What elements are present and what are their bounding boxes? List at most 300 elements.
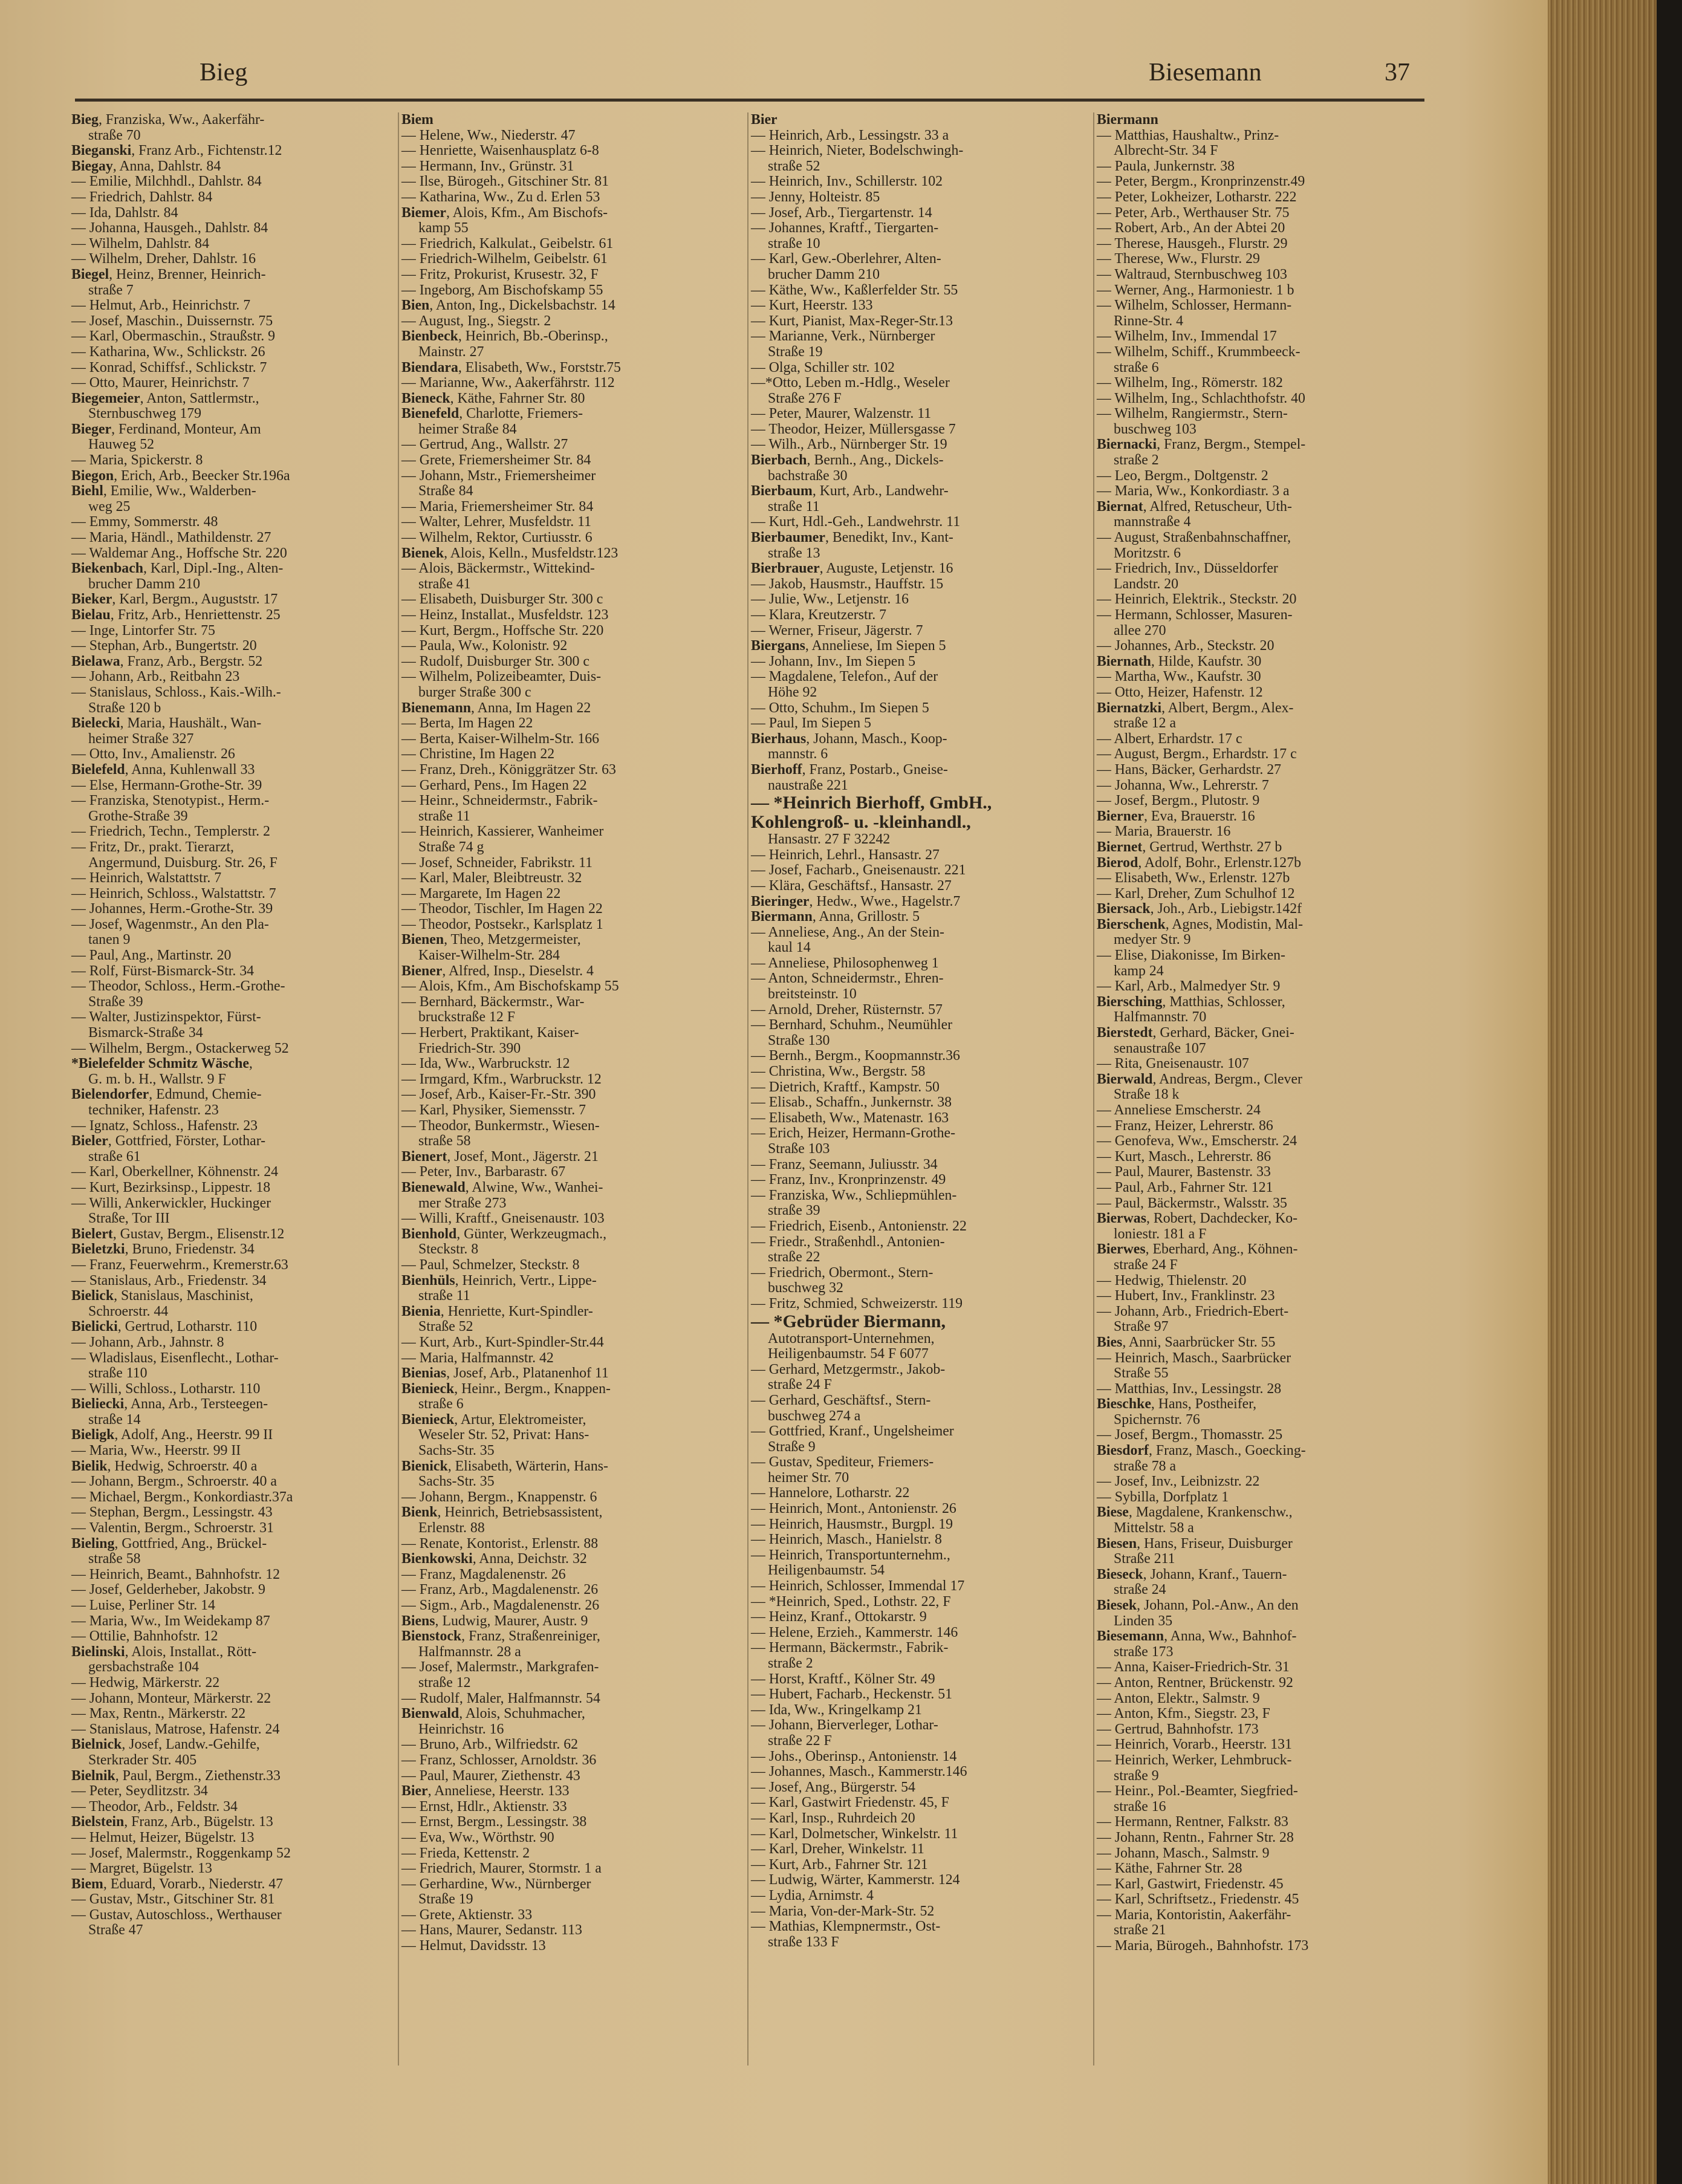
directory-entry: Bieler, Gottfried, Förster, Lothar- <box>71 1133 266 1149</box>
directory-entry: Biehl, Emilie, Ww., Walderben- <box>71 483 256 499</box>
directory-entry: — Stanislaus, Arb., Friedenstr. 34 <box>71 1272 267 1289</box>
directory-entry: straße 24 F <box>768 1377 832 1393</box>
directory-entry: — Peter, Seydlitzstr. 34 <box>71 1783 208 1799</box>
directory-entry: — Heinz, Installat., Musfeldstr. 123 <box>401 607 609 623</box>
directory-entry: — Karl, Gastwirt Friedenstr. 45, F <box>751 1795 949 1811</box>
directory-entry: — Maria, Brauerstr. 16 <box>1097 824 1231 840</box>
directory-entry: — Therese, Ww., Flurstr. 29 <box>1097 251 1260 267</box>
directory-entry: straße 6 <box>418 1396 464 1412</box>
directory-entry: — Karl, Dolmetscher, Winkelstr. 11 <box>751 1825 958 1842</box>
directory-entry: Straße 103 <box>768 1141 830 1157</box>
directory-entry: — Friedrich, Obermont., Stern- <box>751 1264 934 1281</box>
directory-entry: — Paula, Ww., Kolonistr. 92 <box>401 638 568 654</box>
directory-entry: — Fritz, Schmied, Schweizerstr. 119 <box>751 1295 963 1311</box>
directory-entry: — Theodor, Heizer, Müllersgasse 7 <box>751 421 956 437</box>
directory-entry: Sternbuschweg 179 <box>88 406 202 422</box>
column-divider <box>1093 112 1094 2065</box>
directory-entry: Bien, Anton, Ing., Dickelsbachstr. 14 <box>401 297 615 314</box>
directory-entry: — Heinrich, Vorarb., Heerstr. 131 <box>1097 1737 1292 1753</box>
directory-entry: — Emilie, Milchhdl., Dahlstr. 84 <box>71 174 262 190</box>
directory-entry: straße 14 <box>88 1411 141 1428</box>
directory-entry: — Josef, Bergm., Thomasstr. 25 <box>1097 1427 1283 1443</box>
directory-entry: Biernet, Gertrud, Werthstr. 27 b <box>1097 839 1282 855</box>
directory-entry: — Friedrich, Eisenb., Antonienstr. 22 <box>751 1218 967 1234</box>
directory-entry: — Leo, Bergm., Doltgenstr. 2 <box>1097 467 1268 484</box>
directory-entry: — Wilhelm, Ing., Römerstr. 182 <box>1097 375 1283 391</box>
directory-entry: — Ilse, Bürogeh., Gitschiner Str. 81 <box>401 174 609 190</box>
directory-entry: — Johannes, Arb., Steckstr. 20 <box>1097 638 1274 654</box>
directory-entry: loniestr. 181 a F <box>1114 1226 1207 1242</box>
directory-entry: — Paul, Ang., Martinstr. 20 <box>71 947 232 964</box>
directory-entry: — August, Bergm., Erhardstr. 17 c <box>1097 746 1297 762</box>
directory-entry: Rinne-Str. 4 <box>1114 313 1184 329</box>
directory-entry: Straße 18 k <box>1114 1087 1180 1103</box>
directory-entry: Bielstein, Franz, Arb., Bügelstr. 13 <box>71 1814 273 1830</box>
directory-entry: — Johann, Bergm., Schroerstr. 40 a <box>71 1474 277 1490</box>
directory-entry: — Otto, Inv., Amalienstr. 26 <box>71 746 235 762</box>
directory-entry: Straße 84 <box>418 483 473 499</box>
directory-entry: gersbachstraße 104 <box>88 1659 200 1675</box>
directory-entry: Bielecki, Maria, Haushält., Wan- <box>71 715 262 732</box>
directory-entry: — Gottfried, Kranf., Ungelsheimer <box>751 1423 954 1440</box>
directory-entry: Bieling, Gottfried, Ang., Brückel- <box>71 1535 267 1552</box>
directory-entry: — Johann, Inv., Im Siepen 5 <box>751 653 916 669</box>
directory-entry: — Bernh., Bergm., Koopmannstr.36 <box>751 1048 960 1064</box>
directory-entry: — Ernst, Bergm., Lessingstr. 38 <box>401 1814 587 1830</box>
directory-entry: straße 24 <box>1114 1582 1166 1598</box>
directory-entry: — Friedrich, Dahlstr. 84 <box>71 189 213 205</box>
directory-entry: — Gerhard, Geschäftsf., Stern- <box>751 1392 931 1408</box>
directory-entry: — Wilh., Arb., Nürnberger Str. 19 <box>751 437 947 453</box>
directory-entry: straße 11 <box>418 808 470 824</box>
directory-entry: — Gertrud, Ang., Wallstr. 27 <box>401 437 568 453</box>
directory-entry: Bieliecki, Anna, Arb., Tersteegen- <box>71 1396 268 1412</box>
directory-entry: Bierbaumer, Benedikt, Inv., Kant- <box>751 530 953 546</box>
directory-entry: — Willi, Kraftf., Gneisenaustr. 103 <box>401 1211 605 1227</box>
directory-entry: straße 11 <box>768 498 820 515</box>
directory-entry: — *Heinrich Bierhoff, GmbH., <box>751 793 992 813</box>
directory-entry: — Heinrich, Hausmstr., Burgpl. 19 <box>751 1516 953 1532</box>
directory-entry: straße 16 <box>1114 1798 1166 1815</box>
directory-entry: Biendara, Elisabeth, Ww., Forststr.75 <box>401 359 621 375</box>
directory-entry: straße 58 <box>418 1133 471 1149</box>
directory-entry: — Kurt, Masch., Lehrerstr. 86 <box>1097 1148 1271 1165</box>
directory-entry: — Gustav, Spediteur, Friemers- <box>751 1454 934 1471</box>
directory-entry: — Genofeva, Ww., Emscherstr. 24 <box>1097 1133 1297 1149</box>
directory-entry: straße 52 <box>768 158 820 174</box>
directory-entry: — Wilhelm, Rektor, Curtiusstr. 6 <box>401 530 593 546</box>
directory-entry: Bienen, Theo, Metzgermeister, <box>401 932 581 948</box>
directory-entry: — Hermann, Bäckermstr., Fabrik- <box>751 1640 949 1656</box>
directory-entry: — Walter, Justizinspektor, Fürst- <box>71 1009 261 1025</box>
directory-entry: — Matthias, Haushaltw., Prinz- <box>1097 127 1279 143</box>
directory-entry: Bienefeld, Charlotte, Friemers- <box>401 406 583 422</box>
directory-entry: — Matthias, Inv., Lessingstr. 28 <box>1097 1380 1282 1397</box>
directory-entry: Biegon, Erich, Arb., Beecker Str.196a <box>71 467 290 484</box>
directory-entry: — Maria, Händl., Mathildenstr. 27 <box>71 530 271 546</box>
directory-entry: — Heinrich, Werker, Lehmbruck- <box>1097 1752 1292 1768</box>
directory-entry: Bier <box>751 112 778 128</box>
column-2 <box>401 112 734 1954</box>
directory-entry: bachstraße 30 <box>768 467 848 484</box>
directory-entry: — Luise, Perliner Str. 14 <box>71 1597 215 1613</box>
directory-entry: — Heinrich, Schloss., Walstattstr. 7 <box>71 885 276 902</box>
directory-entry: — Jenny, Holteistr. 85 <box>751 189 880 205</box>
directory-entry: Bielefeld, Anna, Kuhlenwall 33 <box>71 761 255 778</box>
directory-entry: — Werner, Ang., Harmoniestr. 1 b <box>1097 282 1294 298</box>
directory-entry: Friedrich-Str. 390 <box>418 1040 521 1056</box>
directory-entry: — Heinr., Pol.-Beamter, Siegfried- <box>1097 1783 1298 1799</box>
directory-entry: — Johann, Mstr., Friemersheimer <box>401 467 596 484</box>
directory-entry: — Käthe, Fahrner Str. 28 <box>1097 1861 1242 1877</box>
directory-entry: — Josef, Arb., Kaiser-Fr.-Str. 390 <box>401 1087 596 1103</box>
directory-entry: — Willi, Ankerwickler, Huckinger <box>71 1195 271 1211</box>
directory-entry: — Johannes, Masch., Kammerstr.146 <box>751 1764 967 1780</box>
directory-entry: Bielnick, Josef, Landw.-Gehilfe, <box>71 1737 260 1753</box>
directory-entry: Bierwas, Robert, Dachdecker, Ko- <box>1097 1211 1298 1227</box>
directory-entry: — Peter, Arb., Werthauser Str. 75 <box>1097 204 1290 221</box>
directory-entry: — Klära, Geschäftsf., Hansastr. 27 <box>751 877 952 894</box>
directory-entry: Bier, Anneliese, Heerstr. 133 <box>401 1783 570 1799</box>
directory-entry: straße 133 F <box>768 1934 839 1950</box>
directory-entry: — Willi, Schloss., Lotharstr. 110 <box>71 1380 261 1397</box>
directory-entry: — Waltraud, Sternbuschweg 103 <box>1097 266 1287 282</box>
directory-entry: — Heinz, Kranf., Ottokarstr. 9 <box>751 1609 927 1625</box>
directory-entry: — Karl, Obermaschin., Straußstr. 9 <box>71 328 276 345</box>
directory-entry: — Maria, Bürogeh., Bahnhofstr. 173 <box>1097 1938 1309 1954</box>
directory-entry: kamp 24 <box>1114 963 1164 979</box>
directory-entry: Bierhaus, Johann, Masch., Koop- <box>751 730 947 747</box>
directory-entry: — Karl, Gew.-Oberlehrer, Alten- <box>751 251 941 267</box>
directory-entry: —*Otto, Leben m.-Hdlg., Weseler <box>751 375 950 391</box>
directory-entry: — Helmut, Arb., Heinrichstr. 7 <box>71 297 251 314</box>
directory-entry: — Anna, Kaiser-Friedrich-Str. 31 <box>1097 1659 1290 1675</box>
directory-entry: — Ingeborg, Am Bischofskamp 55 <box>401 282 603 298</box>
directory-entry: Bienemann, Anna, Im Hagen 22 <box>401 700 591 716</box>
directory-entry: — Ida, Ww., Kringelkamp 21 <box>751 1701 922 1718</box>
directory-entry: Bieg, Franziska, Ww., Aakerfähr- <box>71 112 265 128</box>
directory-entry: — Hans, Maurer, Sedanstr. 113 <box>401 1922 582 1939</box>
directory-entry: — Heinrich, Transportunternehm., <box>751 1547 950 1563</box>
directory-entry: — Johann, Bergm., Knappenstr. 6 <box>401 1489 597 1505</box>
directory-entry: — Valentin, Bergm., Schroerstr. 31 <box>71 1520 274 1536</box>
directory-entry: — Helmut, Heizer, Bügelstr. 13 <box>71 1829 255 1845</box>
directory-entry: Straße 74 g <box>418 839 484 855</box>
directory-entry: — Theodor, Tischler, Im Hagen 22 <box>401 901 603 917</box>
header-first-entry: Bieg <box>200 59 248 86</box>
directory-entry: — Johs., Oberinsp., Antonienstr. 14 <box>751 1748 957 1764</box>
directory-entry: buschweg 103 <box>1114 421 1197 437</box>
directory-entry: brucher Damm 210 <box>768 266 880 282</box>
directory-entry: — Hermann, Rentner, Falkstr. 83 <box>1097 1814 1288 1830</box>
directory-entry: Bieligk, Adolf, Ang., Heerstr. 99 II <box>71 1427 273 1443</box>
directory-entry: — Anton, Kfm., Siegstr. 23, F <box>1097 1706 1270 1722</box>
directory-entry: Bienkowski, Anna, Deichstr. 32 <box>401 1551 587 1567</box>
directory-entry: Bieneck, Käthe, Fahrner Str. 80 <box>401 390 585 406</box>
directory-entry: bruckstraße 12 F <box>418 1009 515 1025</box>
directory-entry: — Friedr., Straßenhdl., Antonien- <box>751 1233 945 1250</box>
directory-entry: — Erich, Heizer, Hermann-Grothe- <box>751 1125 956 1142</box>
directory-entry: — Maria, Ww., Heerstr. 99 II <box>71 1443 241 1459</box>
directory-entry: Biernat, Alfred, Retuscheur, Uth- <box>1097 498 1292 515</box>
directory-entry: — Johannes, Kraftf., Tiergarten- <box>751 220 939 236</box>
directory-entry: Bienek, Alois, Kelln., Musfeldstr.123 <box>401 545 619 561</box>
directory-entry: — Otto, Heizer, Hafenstr. 12 <box>1097 684 1263 700</box>
directory-entry: Biesdorf, Franz, Masch., Goecking- <box>1097 1443 1306 1459</box>
directory-entry: — Wilhelm, Dreher, Dahlstr. 16 <box>71 251 256 267</box>
directory-entry: Bismarck-Straße 34 <box>88 1025 203 1041</box>
directory-entry: Bieseck, Johann, Kranf., Tauern- <box>1097 1566 1287 1582</box>
directory-entry: — Peter, Inv., Barbarastr. 67 <box>401 1164 566 1180</box>
directory-entry: Bienert, Josef, Mont., Jägerstr. 21 <box>401 1148 599 1165</box>
directory-entry: straße 22 <box>768 1249 820 1266</box>
directory-entry: — Grete, Aktienstr. 33 <box>401 1906 533 1923</box>
directory-entry: — Hans, Bäcker, Gerhardstr. 27 <box>1097 761 1282 778</box>
directory-entry: — Kurt, Heerstr. 133 <box>751 297 873 314</box>
directory-entry: Biersack, Joh., Arb., Liebigstr.142f <box>1097 901 1302 917</box>
directory-entry: — Ludwig, Wärter, Kammerstr. 124 <box>751 1872 960 1888</box>
directory-entry: — Franziska, Ww., Schliepmühlen- <box>751 1187 957 1203</box>
directory-entry: Halfmannstr. 28 a <box>418 1643 521 1660</box>
directory-entry: — Gerhard, Metzgermstr., Jakob- <box>751 1361 946 1377</box>
directory-entry: Biens, Ludwig, Maurer, Austr. 9 <box>401 1613 588 1629</box>
directory-entry: Bienstock, Franz, Straßenreiniger, <box>401 1628 600 1645</box>
directory-entry: — Johann, Arb., Reitbahn 23 <box>71 669 240 685</box>
directory-entry: — Margarete, Im Hagen 22 <box>401 885 561 902</box>
directory-entry: — Josef, Bergm., Plutostr. 9 <box>1097 793 1260 809</box>
directory-entry: Mittelstr. 58 a <box>1114 1520 1194 1536</box>
directory-entry: — Karl, Schriftsetz., Friedenstr. 45 <box>1097 1891 1299 1908</box>
directory-entry: heimer Straße 327 <box>88 730 194 747</box>
directory-entry: — Johann, Bierverleger, Lothar- <box>751 1717 938 1734</box>
directory-entry: — Paul, Arb., Fahrner Str. 121 <box>1097 1179 1273 1195</box>
directory-entry: — Maria, Friemersheimer Str. 84 <box>401 498 594 515</box>
directory-entry: Grothe-Straße 39 <box>88 808 188 824</box>
directory-entry: — Maria, Spickerstr. 8 <box>71 452 203 469</box>
directory-entry: — Johann, Masch., Salmstr. 9 <box>1097 1845 1270 1861</box>
directory-entry: Bierner, Eva, Brauerstr. 16 <box>1097 808 1255 824</box>
directory-entry: — Karl, Dreher, Zum Schulhof 12 <box>1097 885 1295 902</box>
directory-entry: — Alois, Kfm., Am Bischofskamp 55 <box>401 978 619 995</box>
directory-entry: Straße 9 <box>768 1438 816 1455</box>
directory-entry: heimer Straße 84 <box>418 421 517 437</box>
directory-entry: — Heinrich, Lehrl., Hansastr. 27 <box>751 847 940 863</box>
directory-entry: — Albert, Erhardstr. 17 c <box>1097 730 1242 747</box>
directory-entry: — Franz, Seemann, Juliusstr. 34 <box>751 1156 938 1172</box>
directory-entry: — *Heinrich, Sped., Lothstr. 22, F <box>751 1593 951 1610</box>
directory-entry: — Christina, Ww., Bergstr. 58 <box>751 1064 926 1080</box>
directory-entry: — Wilhelm, Polizeibeamter, Duis- <box>401 669 602 685</box>
directory-entry: — Anton, Elektr., Salmstr. 9 <box>1097 1690 1260 1706</box>
directory-entry: heimer Str. 70 <box>768 1469 849 1486</box>
directory-entry: — Renate, Kontorist., Erlenstr. 88 <box>401 1535 599 1552</box>
directory-entry: — Franz, Magdalenenstr. 26 <box>401 1566 566 1582</box>
directory-entry: — Therese, Hausgeh., Flurstr. 29 <box>1097 235 1288 252</box>
directory-entry: Bienias, Josef, Arb., Platanenhof 11 <box>401 1365 609 1382</box>
directory-entry: — Lydia, Arnimstr. 4 <box>751 1887 874 1903</box>
directory-entry: — Sybilla, Dorfplatz 1 <box>1097 1489 1229 1505</box>
directory-entry: Biese, Magdalene, Krankenschw., <box>1097 1504 1293 1521</box>
directory-entry: — Irmgard, Kfm., Warbruckstr. 12 <box>401 1071 602 1087</box>
directory-entry: Schroerstr. 44 <box>88 1303 169 1319</box>
directory-entry: Bielert, Gustav, Bergm., Elisenstr.12 <box>71 1226 285 1242</box>
directory-entry: — Maria, Von-der-Mark-Str. 52 <box>751 1903 935 1919</box>
directory-entry: breitsteinstr. 10 <box>768 986 857 1003</box>
directory-entry: — Josef, Malermstr., Markgrafen- <box>401 1659 599 1675</box>
directory-entry: Linden 35 <box>1114 1613 1173 1629</box>
directory-entry: Weseler Str. 52, Privat: Hans- <box>418 1427 589 1443</box>
directory-entry: — Heinrich, Mont., Antonienstr. 26 <box>751 1501 956 1517</box>
directory-entry: — Friedrich, Inv., Düsseldorfer <box>1097 561 1278 577</box>
directory-entry: — Heinrich, Kassierer, Wanheimer <box>401 824 604 840</box>
directory-entry: — Kurt, Bezirksinsp., Lippestr. 18 <box>71 1179 271 1195</box>
page-number: 37 <box>1385 59 1410 86</box>
directory-entry: straße 70 <box>88 127 141 143</box>
directory-entry: Höhe 92 <box>768 684 817 700</box>
directory-entry: — Kurt, Arb., Fahrner Str. 121 <box>751 1856 928 1873</box>
directory-entry: Straße 276 F <box>768 390 842 406</box>
directory-entry: — Friedrich, Techn., Templerstr. 2 <box>71 824 270 840</box>
directory-entry: Sterkrader Str. 405 <box>88 1752 197 1768</box>
column-divider <box>747 112 748 2065</box>
column-4 <box>1097 112 1429 1954</box>
directory-entry: Straße 211 <box>1114 1551 1175 1567</box>
directory-entry: straße 173 <box>1114 1643 1174 1660</box>
directory-entry: — Marianne, Verk., Nürnberger <box>751 328 935 345</box>
directory-entry: G. m. b. H., Wallstr. 9 F <box>88 1071 226 1087</box>
directory-entry: Angermund, Duisburg. Str. 26, F <box>88 854 278 871</box>
directory-entry: — Werner, Friseur, Jägerstr. 7 <box>751 622 923 639</box>
directory-entry: Bies, Anni, Saarbrücker Str. 55 <box>1097 1334 1276 1350</box>
directory-entry: Autotransport-Unternehmen, <box>768 1330 935 1347</box>
directory-entry: Straße 97 <box>1114 1319 1169 1335</box>
directory-entry: Bierwald, Andreas, Bergm., Clever <box>1097 1071 1302 1087</box>
directory-entry: senaustraße 107 <box>1114 1040 1206 1056</box>
directory-entry: — Arnold, Dreher, Rüsternstr. 57 <box>751 1001 943 1018</box>
directory-entry: — Ignatz, Schloss., Hafenstr. 23 <box>71 1117 258 1134</box>
directory-entry: straße 12 a <box>1114 715 1177 732</box>
column-divider <box>398 112 399 2065</box>
directory-entry: kaul 14 <box>768 940 811 956</box>
directory-entry: Biesen, Hans, Friseur, Duisburger <box>1097 1535 1293 1552</box>
directory-entry: Biernatzki, Albert, Bergm., Alex- <box>1097 700 1294 716</box>
directory-entry: — Karl, Physiker, Siemensstr. 7 <box>401 1102 586 1118</box>
directory-entry: Bieschke, Hans, Postheifer, <box>1097 1396 1257 1412</box>
directory-entry: Straße 19 <box>768 343 823 360</box>
directory-entry: — Franz, Feuerwehrm., Kremerstr.63 <box>71 1256 288 1273</box>
directory-entry: straße 21 <box>1114 1922 1166 1939</box>
directory-entry: Bienia, Henriette, Kurt-Spindler- <box>401 1303 593 1319</box>
directory-entry: — Heinrich, Schlosser, Immendal 17 <box>751 1578 965 1594</box>
directory-entry: Bienhold, Günter, Werkzeugmach., <box>401 1226 607 1242</box>
directory-entry: — Wilhelm, Dahlstr. 84 <box>71 235 209 252</box>
directory-entry: — Johannes, Herm.-Grothe-Str. 39 <box>71 901 273 917</box>
directory-entry: Straße 120 b <box>88 700 161 716</box>
directory-entry: — Berta, Kaiser-Wilhelm-Str. 166 <box>401 730 600 747</box>
directory-entry: — Marianne, Ww., Aakerfährstr. 112 <box>401 375 615 391</box>
directory-entry: — Karl, Gastwirt, Friedenstr. 45 <box>1097 1876 1284 1892</box>
directory-entry: Heinrichstr. 16 <box>418 1721 504 1737</box>
directory-entry: Bielnik, Paul, Bergm., Ziethenstr.33 <box>71 1767 281 1784</box>
directory-entry: — Kurt, Pianist, Max-Reger-Str.13 <box>751 313 953 329</box>
directory-entry: — Elise, Diakonisse, Im Birken- <box>1097 947 1285 964</box>
directory-entry: Straße 47 <box>88 1922 143 1939</box>
directory-entry: — Heinrich, Arb., Lessingstr. 33 a <box>751 127 949 143</box>
directory-entry: Bienwald, Alois, Schuhmacher, <box>401 1706 585 1722</box>
directory-entry: — Karl, Oberkellner, Köhnenstr. 24 <box>71 1164 279 1180</box>
directory-entry: Heiligenbaumstr. 54 <box>768 1562 885 1579</box>
directory-entry: — Johann, Arb., Jahnstr. 8 <box>71 1334 224 1350</box>
directory-entry: — Robert, Arb., An der Abtei 20 <box>1097 220 1285 236</box>
directory-entry: — Rudolf, Maler, Halfmannstr. 54 <box>401 1690 600 1706</box>
directory-entry: — Rita, Gneisenaustr. 107 <box>1097 1056 1249 1072</box>
directory-entry: — Magdalene, Telefon., Auf der <box>751 669 938 685</box>
directory-entry: Sachs-Str. 35 <box>418 1474 495 1490</box>
directory-entry: — Josef, Malermstr., Roggenkamp 52 <box>71 1845 291 1861</box>
directory-entry: — Katharina, Ww., Zu d. Erlen 53 <box>401 189 600 205</box>
directory-entry: Bienewald, Alwine, Ww., Wanhei- <box>401 1179 603 1195</box>
directory-entry: Bienhüls, Heinrich, Vertr., Lippe- <box>401 1272 597 1289</box>
directory-entry: straße 10 <box>768 235 820 252</box>
directory-entry: — Josef, Ang., Bürgerstr. 54 <box>751 1779 915 1795</box>
directory-entry: Bieletzki, Bruno, Friedenstr. 34 <box>71 1241 255 1258</box>
directory-entry: — Wladislaus, Eisenflecht., Lothar- <box>71 1350 279 1366</box>
directory-entry: — Karl, Dreher, Winkelstr. 11 <box>751 1841 924 1857</box>
directory-entry: straße 7 <box>88 282 134 298</box>
directory-entry: — Wilhelm, Schlosser, Hermann- <box>1097 297 1292 314</box>
directory-entry: allee 270 <box>1114 622 1166 639</box>
directory-entry: — Hubert, Inv., Franklinstr. 23 <box>1097 1288 1275 1304</box>
directory-entry: Bieger, Ferdinand, Monteur, Am <box>71 421 261 437</box>
directory-entry: burger Straße 300 c <box>418 684 531 700</box>
directory-entry: — Paul, Schmelzer, Steckstr. 8 <box>401 1256 580 1273</box>
directory-entry: Bieker, Karl, Bergm., Auguststr. 17 <box>71 591 278 608</box>
directory-entry: — Johann, Rentn., Fahrner Str. 28 <box>1097 1829 1294 1845</box>
directory-entry: Straße 55 <box>1114 1365 1169 1382</box>
directory-entry: straße 78 a <box>1114 1458 1177 1474</box>
directory-entry: — Hannelore, Lotharstr. 22 <box>751 1485 910 1501</box>
directory-entry: buschweg 274 a <box>768 1408 861 1424</box>
directory-entry: — Berta, Im Hagen 22 <box>401 715 533 732</box>
directory-entry: Straße 39 <box>88 993 143 1010</box>
directory-entry: — Grete, Friemersheimer Str. 84 <box>401 452 591 469</box>
directory-entry: Straße 19 <box>418 1891 473 1908</box>
directory-entry: — Fritz, Prokurist, Krusestr. 32, F <box>401 266 599 282</box>
directory-entry: — Heinr., Schneidermstr., Fabrik- <box>401 793 598 809</box>
directory-entry: Biernath, Hilde, Kaufstr. 30 <box>1097 653 1262 669</box>
directory-entry: — Kurt, Arb., Kurt-Spindler-Str.44 <box>401 1334 604 1350</box>
directory-entry: — Gertrud, Bahnhofstr. 173 <box>1097 1721 1259 1737</box>
directory-entry: Heiligenbaumstr. 54 F 6077 <box>768 1346 929 1362</box>
directory-entry: Biemer, Alois, Kfm., Am Bischofs- <box>401 204 608 221</box>
directory-entry: Biermann, Anna, Grillostr. 5 <box>751 909 920 925</box>
directory-entry: Biekenbach, Karl, Dipl.-Ing., Alten- <box>71 561 284 577</box>
directory-entry: — Paul, Maurer, Ziethenstr. 43 <box>401 1767 580 1784</box>
directory-entry: Bieganski, Franz Arb., Fichtenstr.12 <box>71 143 282 159</box>
directory-entry: Bienk, Heinrich, Betriebsassistent, <box>401 1504 603 1521</box>
directory-entry: — Emmy, Sommerstr. 48 <box>71 514 218 530</box>
directory-entry: Bienieck, Heinr., Bergm., Knappen- <box>401 1380 611 1397</box>
directory-entry: — Franz, Inv., Kronprinzenstr. 49 <box>751 1172 946 1188</box>
directory-entry: — Elisabeth, Ww., Matenastr. 163 <box>751 1110 949 1126</box>
directory-entry: — Wilhelm, Bergm., Ostackerweg 52 <box>71 1040 289 1056</box>
directory-entry: Bielawa, Franz, Arb., Bergstr. 52 <box>71 653 263 669</box>
directory-entry: — Anton, Schneidermstr., Ehren- <box>751 970 944 987</box>
directory-entry: — Elisabeth, Duisburger Str. 300 c <box>401 591 603 608</box>
header-rule <box>75 99 1424 102</box>
directory-entry: — Helene, Ww., Niederstr. 47 <box>401 127 576 143</box>
directory-entry: — Jakob, Hausmstr., Hauffstr. 15 <box>751 576 944 592</box>
